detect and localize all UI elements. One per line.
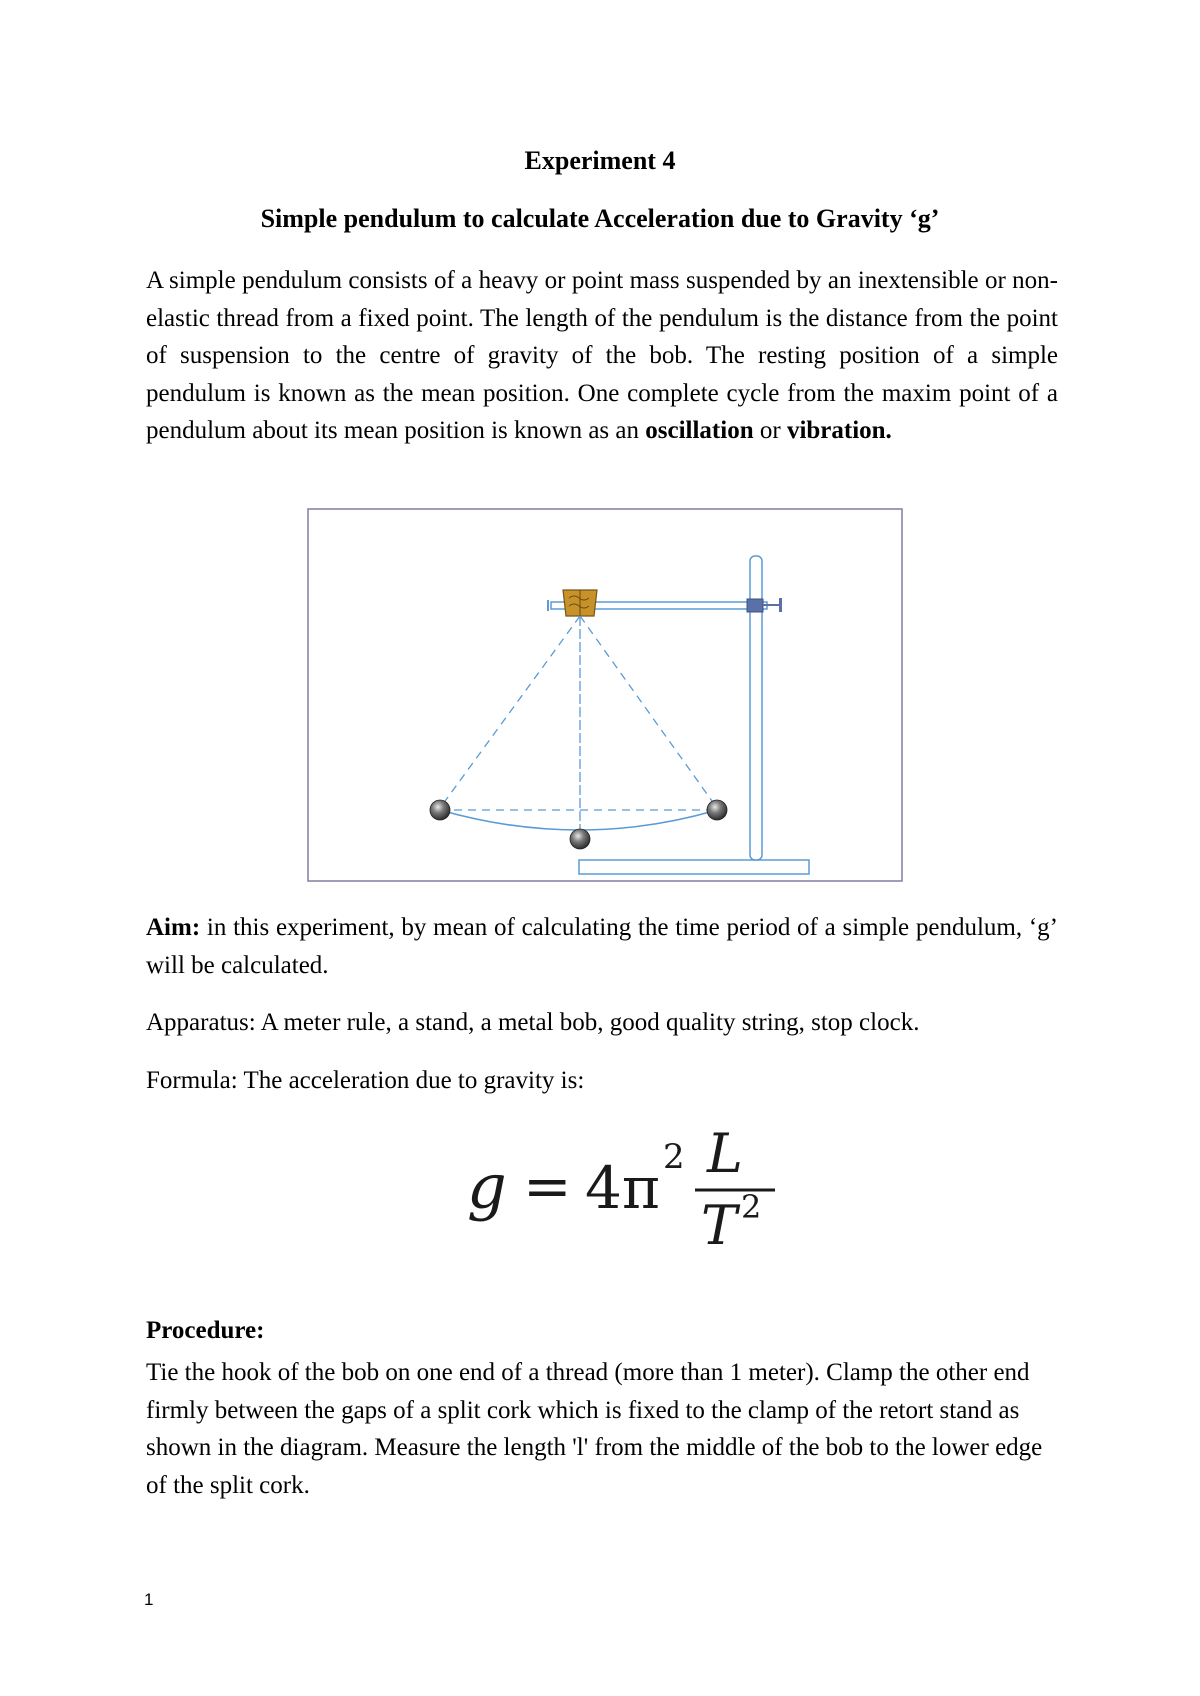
intro-paragraph bbox=[146, 262, 1058, 450]
apparatus-line: Apparatus: A meter rule, a stand, a metal bob, good quality string, stop clock. bbox=[146, 1009, 920, 1036]
bob-left bbox=[430, 800, 450, 820]
pendulum-diagram bbox=[307, 508, 903, 882]
intro-text: A simple pendulum consists of a heavy or point mass suspended by an inextensible or non-elastic thread from a fixed point. The length of the pendulum is the distance from the point of suspension to the centre of gravity of the bob. The resting position of a simple pendulum is known as the mean position. One complete cycle from the maxim point of a pendulum about its mean position is known as an bbox=[146, 267, 1058, 444]
experiment-subtitle: Simple pendulum to calculate Acceleration due to Gravity ‘g’ bbox=[260, 204, 940, 233]
aim-text: in this experiment, by mean of calculating the time period of a simple pendulum, ‘g’ will be calculated. bbox=[146, 914, 1058, 979]
formula-g: g bbox=[467, 1150, 507, 1223]
formula-numerator: L bbox=[707, 1122, 743, 1185]
stand-base bbox=[579, 860, 809, 874]
aim-label: Aim: bbox=[146, 914, 201, 941]
clamp-knob bbox=[747, 599, 763, 612]
intro-connector: or bbox=[753, 417, 787, 444]
formula-denominator-exp: 2 bbox=[741, 1188, 762, 1226]
term-vibration: vibration. bbox=[786, 417, 892, 444]
gravity-formula bbox=[455, 1120, 785, 1250]
page-number: 1 bbox=[144, 1590, 154, 1609]
term-oscillation: oscillation bbox=[645, 417, 754, 444]
formula-label: Formula: The acceleration due to gravity is: bbox=[146, 1067, 585, 1094]
formula-denominator: T bbox=[701, 1194, 738, 1250]
formula-exponent: 2 bbox=[663, 1137, 685, 1177]
bob-right bbox=[707, 800, 727, 820]
experiment-title: Experiment 4 bbox=[524, 146, 676, 175]
diagram-frame bbox=[308, 509, 902, 881]
procedure-heading: Procedure: bbox=[146, 1317, 265, 1344]
bob-center bbox=[570, 829, 590, 849]
formula-equals: = bbox=[523, 1152, 572, 1220]
procedure-text: Tie the hook of the bob on one end of a thread (more than 1 meter). Clamp the other end firmly between the gaps of a split cork which is fixed to the clamp of the retort stand as shown in the diagram. Measure the length 'l' from the middle of the bob to the lower edge of the split cork. bbox=[146, 1359, 1043, 1499]
formula-coef: 4π bbox=[585, 1154, 661, 1222]
clamp-screw-end bbox=[779, 598, 782, 612]
aim-paragraph bbox=[146, 909, 1058, 984]
